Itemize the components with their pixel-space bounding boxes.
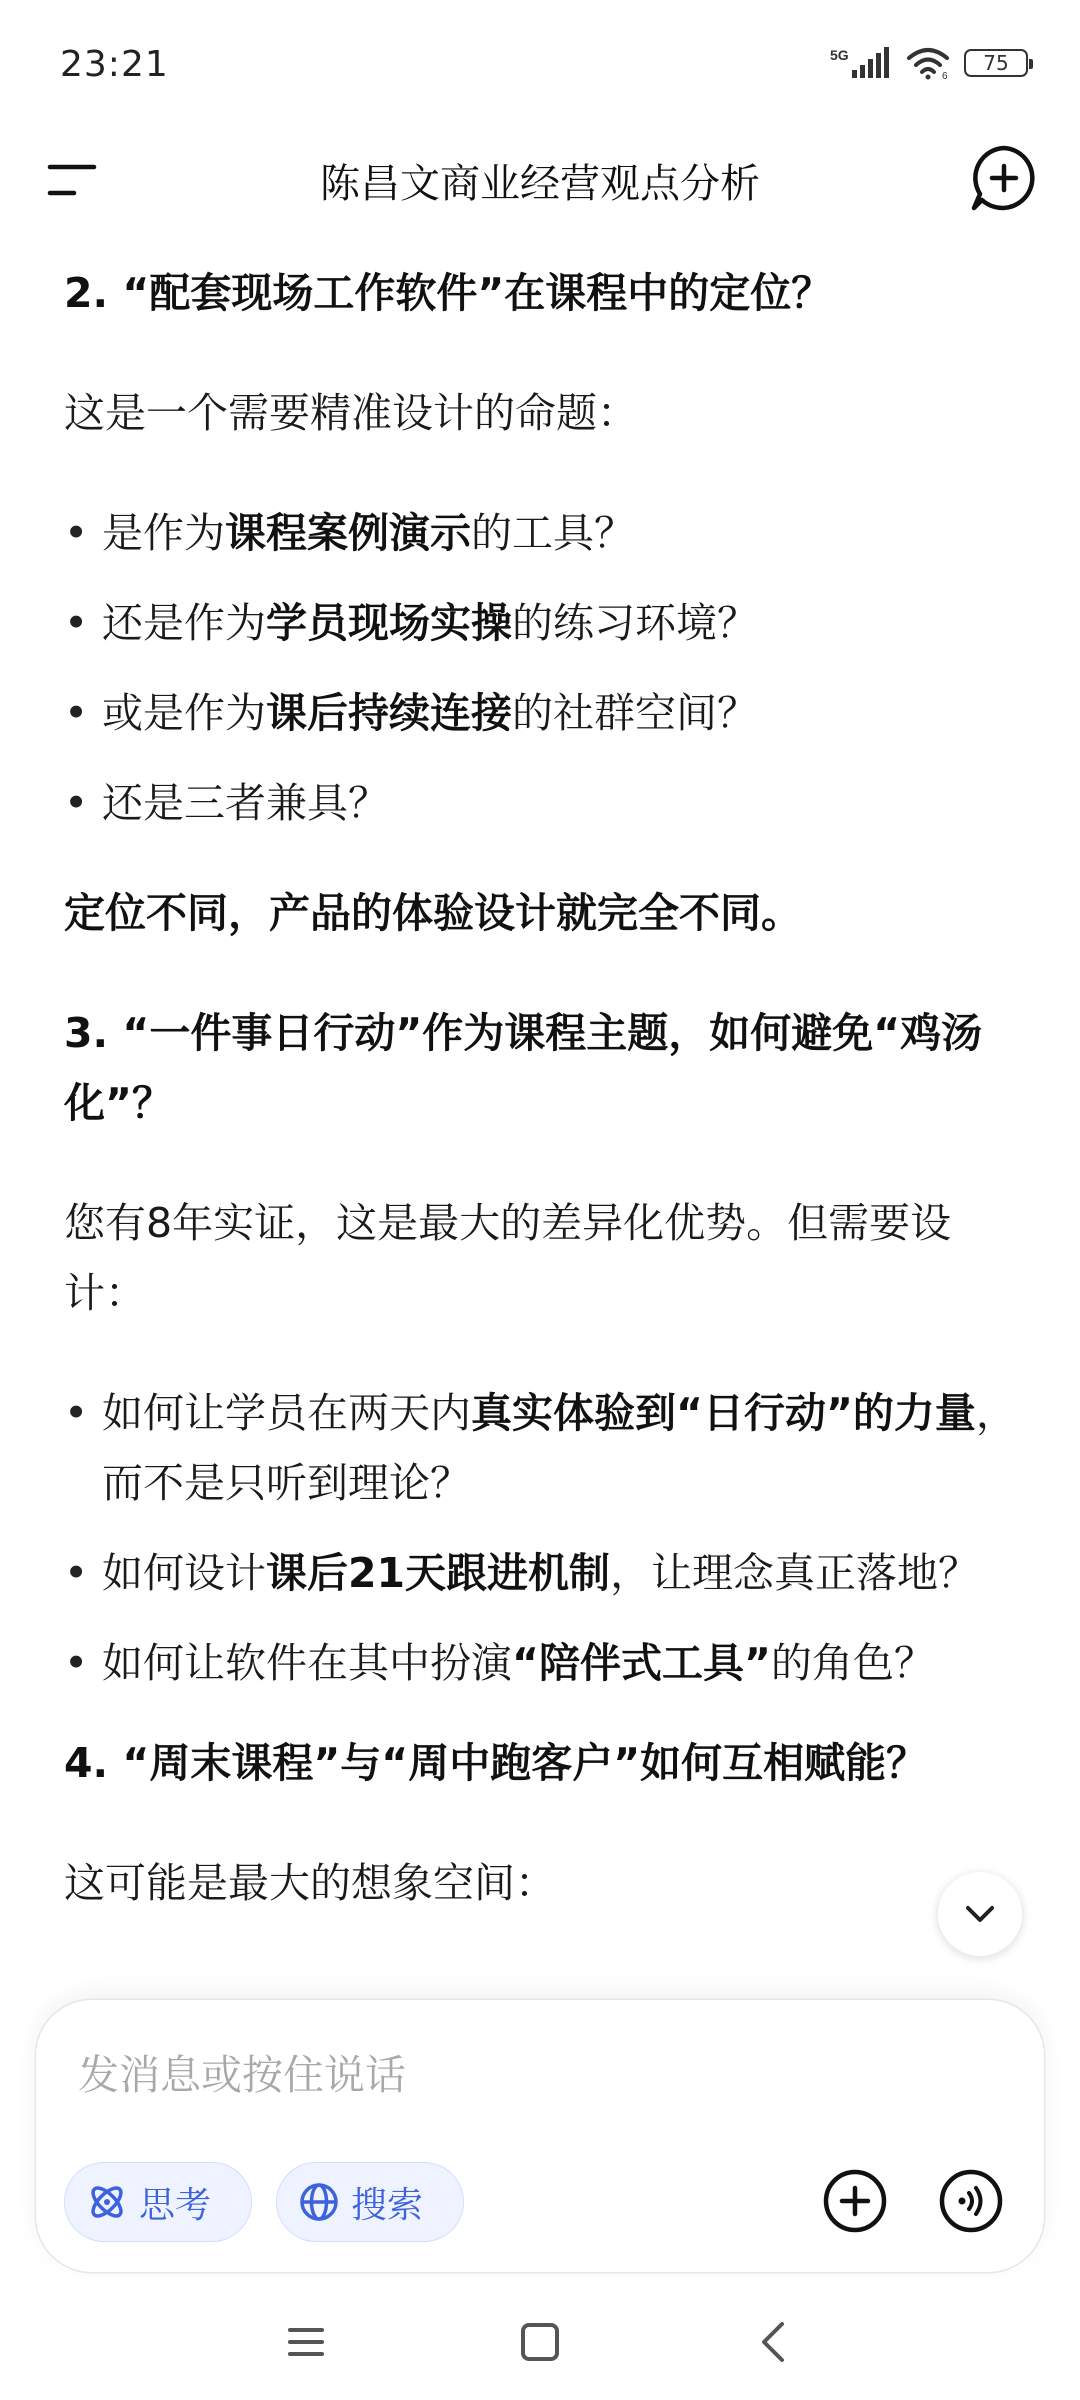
section-heading: 3. “一件事日行动”作为课程主题，如何避免“鸡汤化”？ bbox=[64, 1009, 983, 1127]
list-item: • 如何让软件在其中扮演“陪伴式工具”的角色？ bbox=[64, 1628, 1024, 1698]
cellular-signal-icon bbox=[830, 46, 892, 80]
paragraph: 您有8年实证，这是最大的差异化优势。但需要设计： bbox=[64, 1199, 952, 1317]
section-heading: 4. “周末课程”与“周中跑客户”如何互相赋能？ bbox=[64, 1739, 928, 1787]
status-bar bbox=[0, 0, 1080, 130]
list-item: • 或是作为课后持续连接的社群空间？ bbox=[64, 678, 1024, 748]
back-arrow-icon bbox=[744, 2312, 804, 2372]
battery-level: 75 bbox=[983, 51, 1009, 75]
app-header bbox=[0, 130, 1080, 230]
voice-call-button[interactable] bbox=[938, 2168, 1004, 2234]
atom-icon bbox=[85, 2180, 129, 2224]
bullet-list bbox=[64, 498, 1024, 838]
wifi-icon bbox=[906, 46, 950, 80]
conclusion-text: 定位不同，产品的体验设计就完全不同。 bbox=[64, 889, 802, 937]
list-item: • 如何让学员在两天内真实体验到“日行动”的力量，而不是只听到理论？ bbox=[64, 1378, 1024, 1518]
paragraph: 这可能是最大的想象空间： bbox=[64, 1859, 556, 1907]
list-item: • 还是作为学员现场实操的练习环境？ bbox=[64, 588, 1024, 658]
status-time: 23:21 bbox=[60, 44, 169, 85]
list-item: • 还是三者兼具？ bbox=[64, 768, 1024, 838]
search-label: 搜索 bbox=[351, 2184, 424, 2226]
globe-icon bbox=[297, 2180, 341, 2224]
new-chat-button[interactable] bbox=[966, 140, 1042, 216]
plus-circle-icon bbox=[822, 2168, 888, 2234]
status-icons bbox=[830, 46, 1028, 80]
chevron-down-icon bbox=[960, 1894, 1000, 1934]
hamburger-icon bbox=[276, 2312, 336, 2372]
nav-menu-button[interactable] bbox=[276, 2312, 336, 2372]
voice-wave-icon bbox=[938, 2168, 1004, 2234]
think-toggle-button[interactable] bbox=[64, 2162, 252, 2242]
scroll-to-bottom-button[interactable] bbox=[938, 1872, 1022, 1956]
page-title: 陈昌文商业经营观点分析 bbox=[320, 161, 760, 207]
message-body bbox=[64, 258, 1024, 1918]
paragraph: 这是一个需要精准设计的命题： bbox=[64, 389, 638, 437]
svg-text:6: 6 bbox=[942, 71, 948, 80]
bullet-list bbox=[64, 1378, 1024, 1698]
list-item: • 如何设计课后21天跟进机制，让理念真正落地？ bbox=[64, 1538, 1024, 1608]
message-content[interactable] bbox=[0, 230, 1080, 2000]
nav-back-button[interactable] bbox=[744, 2312, 804, 2372]
battery-icon bbox=[964, 49, 1028, 77]
system-nav-bar bbox=[0, 2290, 1080, 2400]
section-heading: 2. “配套现场工作软件”在课程中的定位？ bbox=[64, 269, 833, 317]
list-item: • 是作为课程案例演示的工具？ bbox=[64, 498, 1024, 568]
square-icon bbox=[510, 2312, 570, 2372]
think-label: 思考 bbox=[139, 2184, 212, 2226]
message-input[interactable]: 发消息或按住说话 bbox=[78, 2051, 406, 2099]
svg-text:5G: 5G bbox=[830, 47, 849, 63]
new-chat-icon bbox=[966, 140, 1042, 216]
add-attachment-button[interactable] bbox=[822, 2168, 888, 2234]
search-toggle-button[interactable] bbox=[276, 2162, 464, 2242]
message-composer bbox=[36, 2000, 1044, 2272]
nav-home-button[interactable] bbox=[510, 2312, 570, 2372]
